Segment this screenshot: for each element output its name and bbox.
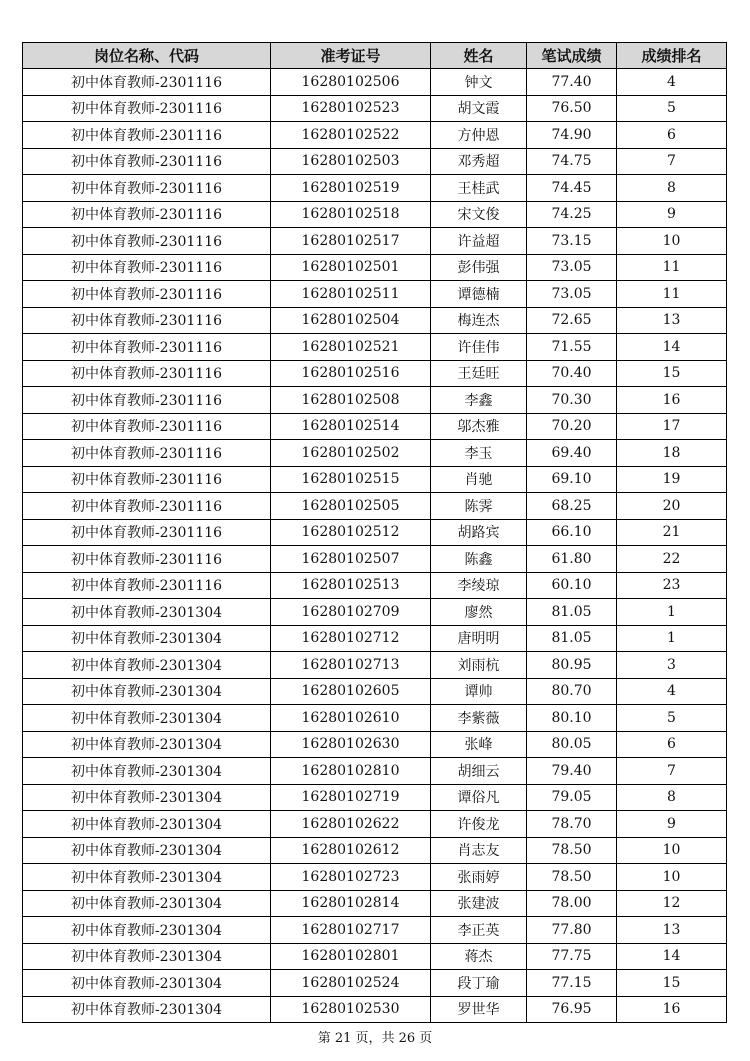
cell-name: 陈霁 [431, 493, 527, 520]
cell-position: 初中体育教师-2301116 [23, 466, 271, 493]
cell-rank: 15 [617, 360, 727, 387]
cell-exam-id: 16280102502 [271, 440, 431, 467]
table-row [23, 69, 727, 96]
cell-name: 谭俗凡 [431, 784, 527, 811]
cell-position: 初中体育教师-2301116 [23, 334, 271, 361]
cell-name: 李玉 [431, 440, 527, 467]
cell-score: 77.40 [527, 69, 617, 96]
cell-name: 方仲恩 [431, 122, 527, 149]
cell-name: 张建波 [431, 890, 527, 917]
cell-position: 初中体育教师-2301304 [23, 864, 271, 891]
cell-name: 罗世华 [431, 996, 527, 1023]
cell-exam-id: 16280102504 [271, 307, 431, 334]
cell-position: 初中体育教师-2301304 [23, 758, 271, 785]
cell-position: 初中体育教师-2301304 [23, 970, 271, 997]
cell-score: 70.30 [527, 387, 617, 414]
cell-position: 初中体育教师-2301304 [23, 625, 271, 652]
table-row [23, 546, 727, 573]
table-body [23, 69, 727, 1023]
cell-rank: 3 [617, 652, 727, 679]
cell-score: 70.20 [527, 413, 617, 440]
cell-score: 68.25 [527, 493, 617, 520]
cell-score: 78.50 [527, 864, 617, 891]
cell-rank: 22 [617, 546, 727, 573]
cell-position: 初中体育教师-2301304 [23, 890, 271, 917]
cell-position: 初中体育教师-2301116 [23, 519, 271, 546]
cell-name: 谭德楠 [431, 281, 527, 308]
cell-position: 初中体育教师-2301304 [23, 943, 271, 970]
cell-position: 初中体育教师-2301116 [23, 201, 271, 228]
cell-name: 李正英 [431, 917, 527, 944]
cell-rank: 8 [617, 175, 727, 202]
cell-score: 60.10 [527, 572, 617, 599]
table-row [23, 943, 727, 970]
cell-score: 61.80 [527, 546, 617, 573]
cell-name: 彭伟强 [431, 254, 527, 281]
cell-score: 74.75 [527, 148, 617, 175]
header-position: 岗位名称、代码 [23, 43, 271, 69]
table-row [23, 731, 727, 758]
table-row [23, 572, 727, 599]
cell-position: 初中体育教师-2301116 [23, 493, 271, 520]
cell-exam-id: 16280102511 [271, 281, 431, 308]
cell-name: 蒋杰 [431, 943, 527, 970]
cell-position: 初中体育教师-2301304 [23, 678, 271, 705]
cell-exam-id: 16280102503 [271, 148, 431, 175]
cell-score: 73.05 [527, 281, 617, 308]
cell-name: 谭帅 [431, 678, 527, 705]
cell-exam-id: 16280102610 [271, 705, 431, 732]
header-row [23, 43, 727, 69]
table-row [23, 281, 727, 308]
cell-position: 初中体育教师-2301116 [23, 148, 271, 175]
cell-exam-id: 16280102605 [271, 678, 431, 705]
cell-score: 81.05 [527, 599, 617, 626]
cell-score: 73.15 [527, 228, 617, 255]
cell-name: 李紫薇 [431, 705, 527, 732]
cell-exam-id: 16280102814 [271, 890, 431, 917]
cell-rank: 10 [617, 864, 727, 891]
cell-rank: 8 [617, 784, 727, 811]
cell-rank: 23 [617, 572, 727, 599]
table-row [23, 890, 727, 917]
table-row [23, 784, 727, 811]
cell-rank: 1 [617, 625, 727, 652]
table-row [23, 519, 727, 546]
cell-rank: 9 [617, 201, 727, 228]
cell-name: 宋文俊 [431, 201, 527, 228]
cell-exam-id: 16280102530 [271, 996, 431, 1023]
cell-name: 陈鑫 [431, 546, 527, 573]
cell-position: 初中体育教师-2301116 [23, 281, 271, 308]
cell-position: 初中体育教师-2301304 [23, 731, 271, 758]
cell-exam-id: 16280102507 [271, 546, 431, 573]
cell-position: 初中体育教师-2301304 [23, 784, 271, 811]
cell-name: 刘雨杭 [431, 652, 527, 679]
cell-score: 77.75 [527, 943, 617, 970]
cell-name: 李鑫 [431, 387, 527, 414]
table-row [23, 599, 727, 626]
table-row [23, 758, 727, 785]
cell-score: 80.70 [527, 678, 617, 705]
cell-score: 74.90 [527, 122, 617, 149]
cell-rank: 4 [617, 69, 727, 96]
cell-exam-id: 16280102712 [271, 625, 431, 652]
table-row [23, 254, 727, 281]
table-row [23, 334, 727, 361]
cell-exam-id: 16280102523 [271, 95, 431, 122]
table-row [23, 228, 727, 255]
table-row [23, 387, 727, 414]
cell-exam-id: 16280102522 [271, 122, 431, 149]
cell-score: 74.45 [527, 175, 617, 202]
cell-exam-id: 16280102518 [271, 201, 431, 228]
cell-name: 邓秀超 [431, 148, 527, 175]
cell-exam-id: 16280102717 [271, 917, 431, 944]
cell-rank: 10 [617, 228, 727, 255]
cell-rank: 16 [617, 996, 727, 1023]
cell-rank: 7 [617, 758, 727, 785]
cell-name: 梅连杰 [431, 307, 527, 334]
cell-rank: 13 [617, 307, 727, 334]
cell-position: 初中体育教师-2301304 [23, 996, 271, 1023]
cell-exam-id: 16280102517 [271, 228, 431, 255]
cell-rank: 13 [617, 917, 727, 944]
cell-rank: 6 [617, 731, 727, 758]
cell-score: 78.00 [527, 890, 617, 917]
cell-position: 初中体育教师-2301116 [23, 572, 271, 599]
cell-exam-id: 16280102801 [271, 943, 431, 970]
cell-position: 初中体育教师-2301116 [23, 413, 271, 440]
cell-score: 70.40 [527, 360, 617, 387]
table-row [23, 864, 727, 891]
cell-score: 69.40 [527, 440, 617, 467]
cell-rank: 20 [617, 493, 727, 520]
cell-position: 初中体育教师-2301304 [23, 652, 271, 679]
cell-rank: 19 [617, 466, 727, 493]
cell-exam-id: 16280102515 [271, 466, 431, 493]
cell-score: 78.50 [527, 837, 617, 864]
cell-score: 73.05 [527, 254, 617, 281]
cell-rank: 5 [617, 705, 727, 732]
cell-name: 张峰 [431, 731, 527, 758]
cell-rank: 16 [617, 387, 727, 414]
table-row [23, 148, 727, 175]
cell-score: 79.40 [527, 758, 617, 785]
table-row [23, 705, 727, 732]
table-row [23, 917, 727, 944]
cell-exam-id: 16280102709 [271, 599, 431, 626]
cell-exam-id: 16280102713 [271, 652, 431, 679]
cell-name: 唐明明 [431, 625, 527, 652]
table-row [23, 493, 727, 520]
cell-exam-id: 16280102506 [271, 69, 431, 96]
cell-exam-id: 16280102521 [271, 334, 431, 361]
cell-rank: 14 [617, 334, 727, 361]
cell-position: 初中体育教师-2301116 [23, 175, 271, 202]
cell-exam-id: 16280102810 [271, 758, 431, 785]
cell-exam-id: 16280102505 [271, 493, 431, 520]
cell-score: 81.05 [527, 625, 617, 652]
cell-rank: 12 [617, 890, 727, 917]
cell-position: 初中体育教师-2301116 [23, 95, 271, 122]
cell-exam-id: 16280102524 [271, 970, 431, 997]
cell-exam-id: 16280102512 [271, 519, 431, 546]
table-row [23, 996, 727, 1023]
cell-name: 钟文 [431, 69, 527, 96]
cell-score: 71.55 [527, 334, 617, 361]
cell-rank: 14 [617, 943, 727, 970]
cell-name: 廖然 [431, 599, 527, 626]
cell-name: 许益超 [431, 228, 527, 255]
cell-rank: 10 [617, 837, 727, 864]
cell-name: 许佳伟 [431, 334, 527, 361]
cell-position: 初中体育教师-2301116 [23, 360, 271, 387]
table-row [23, 201, 727, 228]
table-row [23, 466, 727, 493]
header-score: 笔试成绩 [527, 43, 617, 69]
cell-score: 80.10 [527, 705, 617, 732]
cell-position: 初中体育教师-2301116 [23, 254, 271, 281]
cell-name: 许俊龙 [431, 811, 527, 838]
header-name: 姓名 [431, 43, 527, 69]
table-row [23, 122, 727, 149]
cell-position: 初中体育教师-2301116 [23, 122, 271, 149]
cell-exam-id: 16280102723 [271, 864, 431, 891]
cell-exam-id: 16280102508 [271, 387, 431, 414]
cell-name: 肖志友 [431, 837, 527, 864]
cell-rank: 21 [617, 519, 727, 546]
cell-name: 肖驰 [431, 466, 527, 493]
cell-rank: 1 [617, 599, 727, 626]
cell-position: 初中体育教师-2301304 [23, 705, 271, 732]
cell-position: 初中体育教师-2301304 [23, 917, 271, 944]
table-row [23, 95, 727, 122]
cell-rank: 11 [617, 254, 727, 281]
cell-exam-id: 16280102630 [271, 731, 431, 758]
cell-exam-id: 16280102719 [271, 784, 431, 811]
cell-position: 初中体育教师-2301304 [23, 837, 271, 864]
header-rank: 成绩排名 [617, 43, 727, 69]
cell-name: 李绫琼 [431, 572, 527, 599]
table-row [23, 175, 727, 202]
cell-rank: 15 [617, 970, 727, 997]
cell-exam-id: 16280102501 [271, 254, 431, 281]
table-row [23, 837, 727, 864]
cell-rank: 9 [617, 811, 727, 838]
table-row [23, 970, 727, 997]
cell-position: 初中体育教师-2301116 [23, 440, 271, 467]
cell-score: 78.70 [527, 811, 617, 838]
cell-name: 胡细云 [431, 758, 527, 785]
cell-score: 66.10 [527, 519, 617, 546]
cell-name: 邬杰雅 [431, 413, 527, 440]
cell-position: 初中体育教师-2301116 [23, 546, 271, 573]
cell-score: 80.05 [527, 731, 617, 758]
cell-position: 初中体育教师-2301304 [23, 811, 271, 838]
table-row [23, 652, 727, 679]
cell-name: 王廷旺 [431, 360, 527, 387]
cell-rank: 6 [617, 122, 727, 149]
cell-position: 初中体育教师-2301116 [23, 69, 271, 96]
table-row [23, 360, 727, 387]
cell-exam-id: 16280102514 [271, 413, 431, 440]
cell-name: 胡路宾 [431, 519, 527, 546]
cell-position: 初中体育教师-2301116 [23, 307, 271, 334]
table-row [23, 678, 727, 705]
cell-score: 77.15 [527, 970, 617, 997]
cell-exam-id: 16280102513 [271, 572, 431, 599]
header-exam-id: 准考证号 [271, 43, 431, 69]
cell-name: 段丁瑜 [431, 970, 527, 997]
table-row [23, 440, 727, 467]
cell-exam-id: 16280102612 [271, 837, 431, 864]
table-row [23, 625, 727, 652]
cell-position: 初中体育教师-2301304 [23, 599, 271, 626]
cell-name: 王桂武 [431, 175, 527, 202]
cell-score: 77.80 [527, 917, 617, 944]
cell-name: 张雨婷 [431, 864, 527, 891]
score-table [22, 42, 727, 1023]
cell-score: 80.95 [527, 652, 617, 679]
cell-exam-id: 16280102519 [271, 175, 431, 202]
cell-name: 胡文霞 [431, 95, 527, 122]
page-footer: 第 21 页，共 26 页 [317, 1031, 433, 1046]
cell-score: 69.10 [527, 466, 617, 493]
cell-rank: 4 [617, 678, 727, 705]
cell-rank: 17 [617, 413, 727, 440]
table-row [23, 811, 727, 838]
cell-score: 79.05 [527, 784, 617, 811]
cell-rank: 7 [617, 148, 727, 175]
cell-rank: 18 [617, 440, 727, 467]
cell-score: 74.25 [527, 201, 617, 228]
table-row [23, 413, 727, 440]
cell-score: 76.95 [527, 996, 617, 1023]
cell-score: 76.50 [527, 95, 617, 122]
cell-position: 初中体育教师-2301116 [23, 228, 271, 255]
cell-exam-id: 16280102622 [271, 811, 431, 838]
cell-score: 72.65 [527, 307, 617, 334]
table-row [23, 307, 727, 334]
cell-position: 初中体育教师-2301116 [23, 387, 271, 414]
cell-rank: 11 [617, 281, 727, 308]
cell-rank: 5 [617, 95, 727, 122]
cell-exam-id: 16280102516 [271, 360, 431, 387]
